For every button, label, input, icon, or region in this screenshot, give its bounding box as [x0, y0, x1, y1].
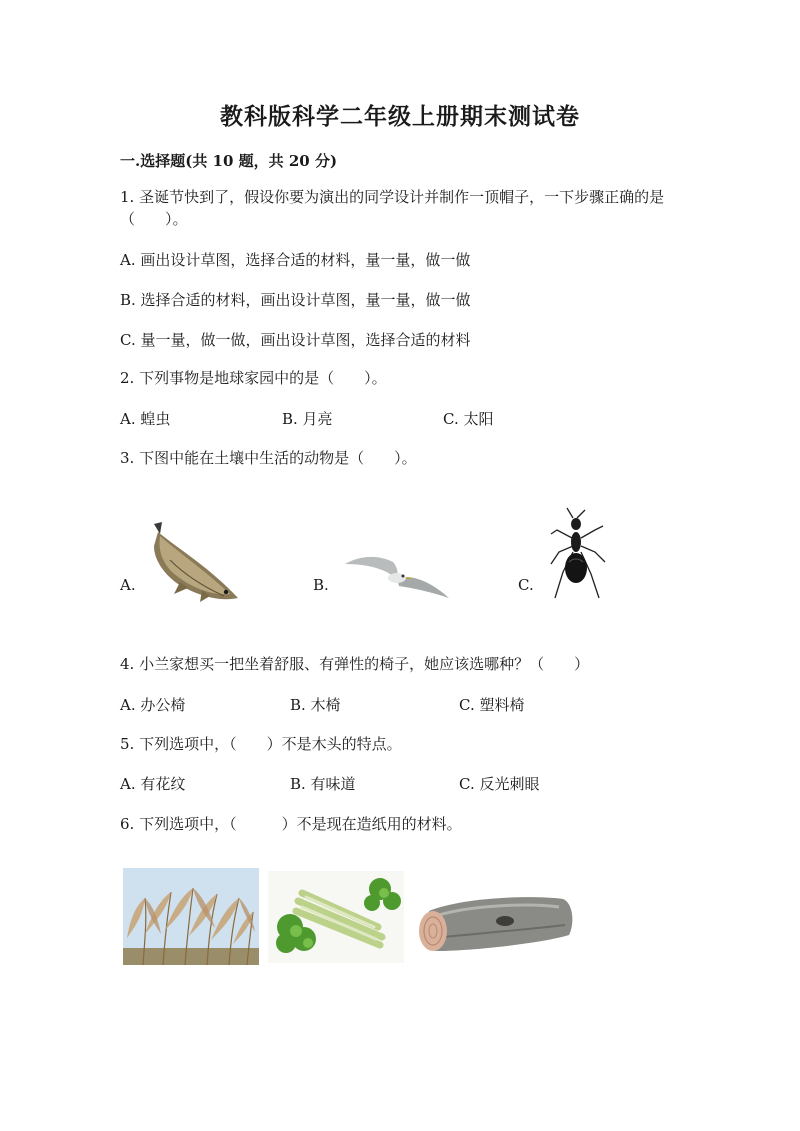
q1-option-b: B. 选择合适的材料，画出设计草图，量一量，做一做 — [120, 291, 471, 309]
section-heading: 一.选择题(共 10 题，共 20 分) — [120, 152, 338, 170]
reed-image — [123, 868, 259, 965]
q3-label-b: B. — [313, 576, 329, 594]
page-title: 教科版科学二年级上册期末测试卷 — [220, 103, 580, 130]
q3-label-a: A. — [120, 576, 136, 594]
question-5: 5. 下列选项中，（ ）不是木头的特点。 — [120, 735, 402, 753]
question-6: 6. 下列选项中，（ ）不是现在造纸用的材料。 — [120, 815, 462, 833]
q4-option-b: B. 木椅 — [290, 696, 341, 714]
question-2: 2. 下列事物是地球家园中的是（ ）。 — [120, 369, 387, 387]
q4-option-a: A. 办公椅 — [120, 696, 186, 714]
q3-label-c: C. — [518, 576, 534, 594]
q2-option-b: B. 月亮 — [282, 410, 333, 428]
q1-option-a: A. 画出设计草图，选择合适的材料，量一量，做一做 — [120, 251, 471, 269]
seagull-image — [343, 548, 453, 600]
q5-option-c: C. 反光刺眼 — [459, 775, 540, 793]
question-4: 4. 小兰家想买一把坐着舒服、有弹性的椅子，她应该选哪种？（ ） — [120, 655, 590, 673]
fish-image — [140, 520, 245, 605]
question-1: 1. 圣诞节快到了，假设你要为演出的同学设计并制作一顶帽子，一下步骤正确的是（ ）。 — [120, 188, 665, 228]
q4-option-c: C. 塑料椅 — [459, 696, 525, 714]
log-image — [413, 893, 577, 957]
q2-option-c: C. 太阳 — [443, 410, 494, 428]
q1-option-c: C. 量一量，做一做，画出设计草图，选择合适的材料 — [120, 331, 471, 349]
q5-option-b: B. 有味道 — [290, 775, 356, 793]
q5-option-a: A. 有花纹 — [120, 775, 186, 793]
question-3: 3. 下图中能在土壤中生活的动物是（ ）。 — [120, 449, 417, 467]
celery-image — [268, 871, 404, 963]
ant-image — [545, 506, 610, 614]
q2-option-a: A. 蝗虫 — [120, 410, 171, 428]
